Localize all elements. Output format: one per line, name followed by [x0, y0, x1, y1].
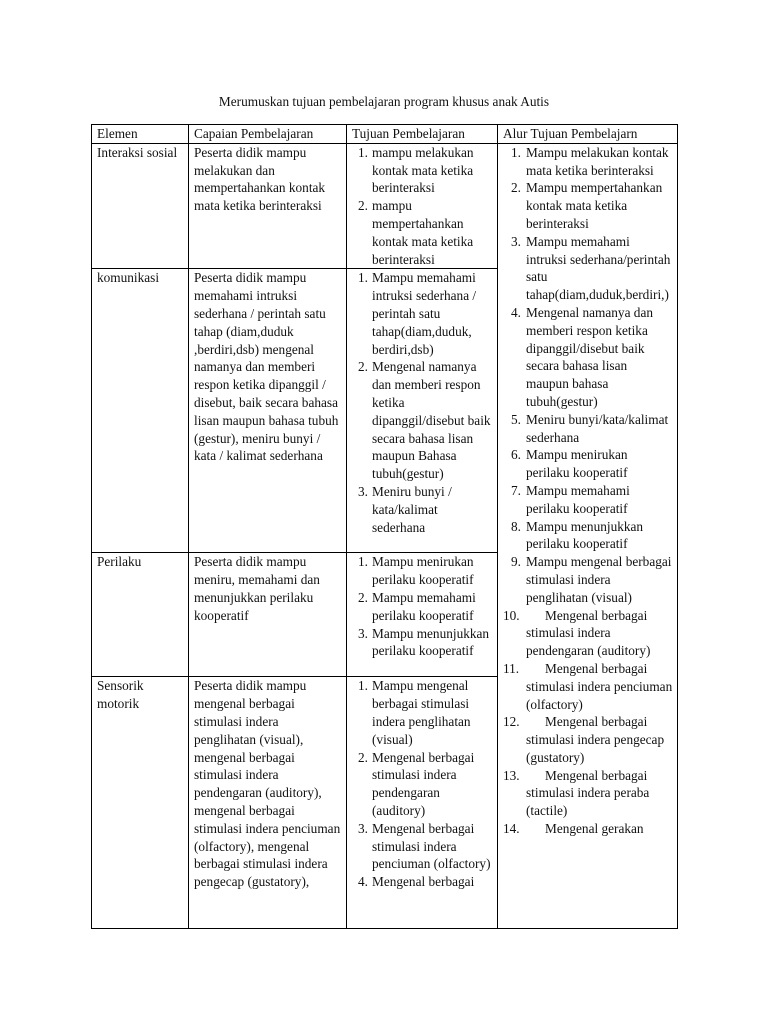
list-item — [352, 749, 493, 820]
alur-list — [503, 144, 673, 838]
elemen-text: Sensorik motorik — [97, 678, 144, 712]
list-text: Mampu menirukan perilaku kooperatif — [372, 554, 474, 588]
list-text: Mengenal berbagai stimulasi indera peraba (tactile) — [526, 767, 650, 819]
list-number: 3. — [358, 625, 368, 641]
list-number: 4. — [358, 874, 368, 890]
list-number: 4. — [511, 304, 521, 320]
list-item — [352, 625, 493, 661]
list-number: 3. — [358, 483, 368, 499]
list-text: Mampu memahami intruksi sederhana/perintah satu tahap(diam,duduk,berdiri,) — [526, 233, 671, 303]
list-number: 13. — [503, 767, 520, 783]
header-alur-tujuan-pembelajaran: Alur Tujuan Pembelajarn — [498, 125, 678, 144]
table-row — [92, 143, 678, 269]
cell-capaian — [189, 269, 347, 553]
list-number: 1. — [358, 554, 368, 570]
tujuan-list — [352, 677, 493, 891]
list-text: Mampu mengenal berbagai stimulasi indera penglihatan (visual) — [526, 554, 672, 605]
list-item — [352, 269, 493, 358]
list-number: 8. — [511, 518, 521, 534]
list-item — [352, 144, 493, 197]
list-text: Mengenal berbagai — [372, 874, 475, 890]
cell-capaian — [189, 143, 347, 269]
list-number: 2. — [358, 359, 368, 375]
elemen-text: komunikasi — [97, 270, 160, 286]
cell-tujuan — [347, 143, 498, 269]
capaian-text: Peserta didik mampu mengenal berbagai stimulasi indera penglihatan (visual), mengenal berbagai stimulasi indera pendengaran (auditory), mengenal berbagai stimulasi indera penciuman (olfactory), mengenal berbagai stimulasi indera pengecap (gustatory), — [194, 678, 341, 890]
cell-elemen — [92, 269, 189, 553]
list-item — [503, 179, 673, 232]
list-text: Mengenal berbagai stimulasi indera penciuman (olfactory) — [526, 660, 673, 712]
list-text: Mampu mempertahankan kontak mata ketika berinteraksi — [526, 180, 663, 231]
list-item — [352, 553, 493, 589]
list-item — [503, 660, 673, 713]
list-item — [503, 553, 673, 606]
tujuan-list — [352, 553, 493, 660]
list-text: Meniru bunyi/kata/kalimat sederhana — [526, 411, 669, 445]
list-item — [503, 144, 673, 180]
list-item — [503, 607, 673, 660]
header-elemen: Elemen — [92, 125, 189, 144]
capaian-text: Peserta didik mampu melakukan dan mempertahankan kontak mata ketika berinteraksi — [194, 144, 326, 214]
header-capaian-pembelajaran: Capaian Pembelajaran — [189, 125, 347, 144]
list-text: Mengenal namanya dan memberi respon ketika dipanggil/disebut baik secara bahasa lisan maupun Bahasa tubuh(gestur) — [372, 359, 491, 482]
list-number: 3. — [358, 820, 368, 836]
list-number: 12. — [503, 714, 520, 730]
tujuan-list — [352, 269, 493, 536]
list-item — [352, 589, 493, 625]
cell-elemen — [92, 553, 189, 677]
cell-tujuan — [347, 269, 498, 553]
list-number: 1. — [358, 678, 368, 694]
list-item — [503, 767, 673, 820]
list-text: Mampu menunjukkan perilaku kooperatif — [372, 625, 490, 659]
header-tujuan-pembelajaran: Tujuan Pembelajaran — [347, 125, 498, 144]
list-item — [503, 820, 673, 838]
list-number: 14. — [503, 821, 520, 837]
list-item — [503, 411, 673, 447]
list-item — [503, 518, 673, 554]
list-number: 2. — [511, 180, 521, 196]
list-item — [503, 482, 673, 518]
list-text: Mengenal gerakan — [545, 821, 644, 837]
list-number: 2. — [358, 749, 368, 765]
list-text: Mengenal berbagai stimulasi indera pendengaran (auditory) — [372, 749, 475, 818]
list-text: Mengenal berbagai stimulasi indera pendengaran (auditory) — [526, 607, 651, 659]
cell-tujuan — [347, 677, 498, 929]
list-number: 9. — [511, 554, 521, 570]
list-number: 3. — [511, 233, 521, 249]
list-item — [352, 358, 493, 483]
list-item — [503, 304, 673, 411]
list-item — [352, 483, 493, 536]
list-number: 5. — [511, 411, 521, 427]
capaian-text: Peserta didik mampu memahami intruksi sederhana / perintah satu tahap (diam,duduk ,berdiri,dsb) mengenal namanya dan memberi respon ketika dipanggil / disebut, baik secara bahasa lisan maupun bahasa tubuh (gestur), meniru bunyi / kata / kalimat sederhana — [194, 270, 339, 464]
cell-elemen — [92, 677, 189, 929]
list-text: Mampu melakukan kontak mata ketika berinteraksi — [526, 144, 669, 178]
list-item — [352, 197, 493, 268]
cell-tujuan — [347, 553, 498, 677]
list-text: Mengenal berbagai stimulasi indera penciuman (olfactory) — [372, 820, 491, 872]
list-text: Mampu menirukan perilaku kooperatif — [526, 447, 628, 481]
capaian-text: Peserta didik mampu meniru, memahami dan menunjukkan perilaku kooperatif — [194, 554, 320, 623]
list-number: 11. — [503, 660, 520, 676]
list-text: Mampu mengenal berbagai stimulasi indera penglihatan (visual) — [372, 678, 471, 747]
list-item — [503, 713, 673, 766]
list-text: Mampu memahami perilaku kooperatif — [526, 482, 630, 516]
list-number: 1. — [511, 144, 521, 160]
elemen-text: Perilaku — [97, 554, 142, 570]
list-text: Mampu memahami intruksi sederhana / perintah satu tahap(diam,duduk, berdiri,dsb) — [372, 270, 477, 357]
list-number: 2. — [358, 198, 368, 214]
list-text: mampu mempertahankan kontak mata ketika berinteraksi — [372, 198, 474, 267]
list-text: mampu melakukan kontak mata ketika berinteraksi — [372, 144, 474, 196]
cell-capaian — [189, 677, 347, 929]
list-text: Meniru bunyi / kata/kalimat sederhana — [372, 483, 452, 535]
cell-alur-tujuan — [498, 143, 678, 928]
list-item — [503, 446, 673, 482]
list-number: 6. — [511, 447, 521, 463]
list-number: 7. — [511, 482, 521, 498]
cell-capaian — [189, 553, 347, 677]
list-item — [352, 820, 493, 873]
list-text: Mengenal namanya dan memberi respon ketika dipanggil/disebut baik secara bahasa lisan maupun bahasa tubuh(gestur) — [526, 304, 654, 409]
document-title: Merumuskan tujuan pembelajaran program khusus anak Autis — [218, 94, 550, 109]
tujuan-list — [352, 144, 493, 269]
list-number: 2. — [358, 589, 368, 605]
list-item — [503, 233, 673, 304]
list-number: 10. — [503, 607, 520, 623]
list-number: 1. — [358, 270, 368, 286]
list-number: 1. — [358, 144, 368, 160]
list-item — [352, 873, 493, 891]
list-text: Mampu menunjukkan perilaku kooperatif — [526, 518, 644, 552]
elemen-text: Interaksi sosial — [97, 144, 178, 160]
list-text: Mengenal berbagai stimulasi indera pengecap (gustatory) — [526, 714, 665, 765]
list-text: Mampu memahami perilaku kooperatif — [372, 589, 476, 623]
list-item — [352, 677, 493, 748]
cell-elemen — [92, 143, 189, 269]
learning-objectives-table — [91, 124, 678, 929]
table-header-row — [92, 125, 678, 144]
